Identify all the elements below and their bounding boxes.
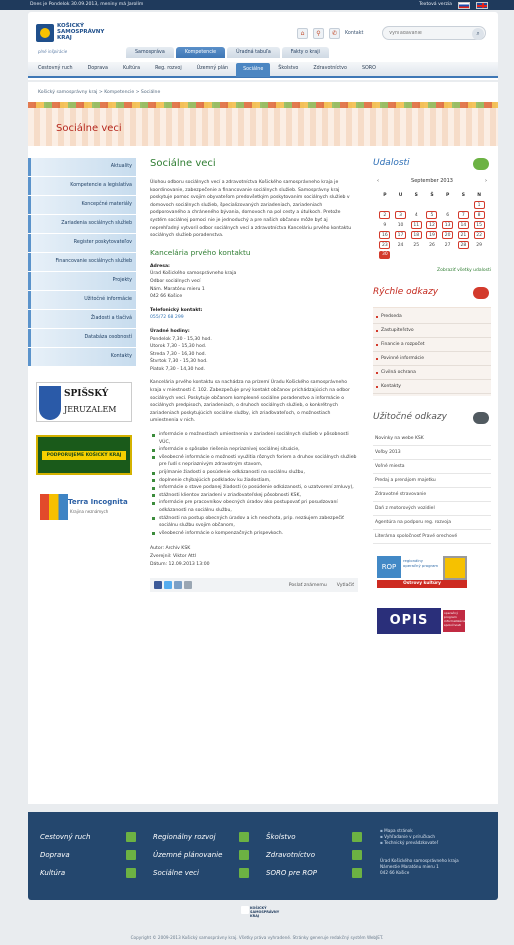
leftnav-item[interactable]: Kontakty: [28, 348, 136, 366]
quick-links-bubble-icon: [473, 287, 489, 299]
share-icon[interactable]: [174, 581, 182, 589]
weekday: Š: [430, 192, 434, 198]
tab-uradna-tabula[interactable]: Úradná tabuľa: [227, 47, 280, 58]
list-item: stážnosti na postup obecných úradov a ich neochota, prip. nezáujem zabezpečiť sociálnu službu svojim občanom,: [150, 515, 358, 530]
calendar-day[interactable]: 15: [471, 220, 487, 230]
useful-link[interactable]: Daň z motorových vozidiel: [373, 502, 491, 516]
show-all-events-link[interactable]: Zobraziť všetky udalosti: [436, 268, 491, 273]
useful-link[interactable]: Novinky na webe KSK: [373, 432, 491, 446]
leftnav-item[interactable]: Databáza osobností: [28, 329, 136, 347]
weekday: S: [461, 192, 465, 198]
useful-link[interactable]: Voľné miesta: [373, 460, 491, 474]
hours-line: Štvrtok 7,30 - 15,30 hod.: [150, 359, 208, 365]
home-icon[interactable]: ⌂: [297, 28, 308, 39]
weekday: S: [414, 192, 418, 198]
leftnav-item[interactable]: Koncepčné materiály: [28, 196, 136, 214]
footer-link[interactable]: SORO pre ROP: [266, 864, 362, 882]
calendar-day: 9: [383, 222, 387, 228]
facebook-icon[interactable]: [154, 581, 162, 589]
hours-line: Streda 7,30 - 16,30 hod.: [150, 351, 207, 357]
footer-address-line: 042 66 Košice: [380, 870, 410, 875]
footer-link[interactable]: Regionálny rozvoj: [153, 828, 249, 846]
calendar-day: 6: [446, 212, 450, 218]
list-item: informácie o stave podanej žiadosti (o posúdenie odkázanosti, o uzatvorení zmluvy),: [150, 484, 358, 492]
hours-line: Pondelok 7,30 - 15,30 hod.: [150, 336, 212, 342]
calendar-day[interactable]: 2: [377, 210, 393, 220]
logo-line: KOŠICKÝ: [57, 23, 84, 29]
quick-link[interactable]: Kontakty: [373, 380, 491, 394]
spissky-jeruzalem-logo[interactable]: [36, 382, 132, 422]
list-item: prijímanie žiadostí o posúdenie odkázanosti na sociálnu službu,: [150, 469, 358, 477]
subnav-skolstvo[interactable]: Školstvo: [278, 66, 299, 71]
quick-link[interactable]: Financie a rozpočet: [373, 338, 491, 352]
footer-link[interactable]: Kultúra: [40, 864, 136, 882]
quick-links-title: [373, 287, 491, 301]
partner-logos: [36, 382, 132, 541]
subnav-soro[interactable]: SORO: [361, 66, 376, 71]
slovak-flag-icon[interactable]: [458, 2, 470, 9]
subnav-zdravotnictvo[interactable]: Zdravotníctvo: [313, 66, 347, 71]
calendar-day[interactable]: 21: [456, 230, 472, 240]
subnav-uzemny-plan[interactable]: Územný plán: [196, 66, 229, 71]
useful-link[interactable]: Literárna spoločnosť Pravé orechové: [373, 530, 491, 544]
service-list: [150, 431, 358, 537]
leftnav-item[interactable]: Projekty: [28, 272, 136, 290]
footer-info-link[interactable]: ▪ Mapa stránok: [380, 828, 480, 834]
contact-link[interactable]: Kontakt: [345, 31, 364, 36]
arrow-right-icon: [352, 868, 362, 878]
quick-links-title-text: Rýchle odkazy: [373, 287, 439, 297]
quick-links-list: [373, 307, 491, 396]
calendar-day[interactable]: 11: [408, 220, 424, 230]
leftnav-item[interactable]: Kompetencie a legislatíva: [28, 177, 136, 195]
calendar-day[interactable]: 18: [408, 230, 424, 240]
subnav-doprava[interactable]: Doprava: [87, 66, 108, 71]
calendar-day[interactable]: 22: [471, 230, 487, 240]
date-text: Dnes je Pondelok 30.09.2013, meniny má Jarolím: [30, 2, 144, 7]
phone-link[interactable]: 055/72 68 299: [150, 315, 184, 321]
arrow-right-icon: [352, 850, 362, 860]
calendar-day[interactable]: 8: [471, 210, 487, 220]
calendar-day: 4: [414, 212, 418, 218]
leftnav-item[interactable]: Financovanie sociálnych služieb: [28, 253, 136, 271]
calendar-day: 24: [397, 242, 404, 248]
arrow-right-icon: [239, 850, 249, 860]
article-heading: Sociálne veci: [150, 158, 216, 169]
quick-link[interactable]: Predseda: [373, 310, 491, 324]
list-item: stážnosti klientov zariadení v zriaďovateľskej pôsobnosti KSK,: [150, 492, 358, 500]
contact-icon[interactable]: ✆: [329, 28, 340, 39]
right-column: [373, 158, 491, 638]
calendar-day: 29: [476, 242, 482, 248]
weekday: N: [477, 192, 481, 198]
search-box: [382, 26, 486, 40]
weekday: P: [446, 192, 450, 198]
podporujeme-logo[interactable]: [36, 435, 132, 475]
main-content: [28, 82, 498, 804]
footer-link[interactable]: Zdravotníctvo: [266, 846, 362, 864]
article-intro: Úlohou odboru sociálnych vecí a zdravotníctva Košického samosprávneho kraja je koordinovanie, zabezpečenie a financovanie sociálnych služieb. Samosprávny kraj poskytuje pomoc svojim obyvateľom predovšetkým poskytovaním sociálnych služieb v domovoch sociálnych služieb, špecializovaných zariadeniach, zariadeniach podporovaného a chráneného bývania, domovoch na pol cesty a útulkoch. Pretože systém sociálnej pomoci nie je jednoduchý a pre našich občanov môže byť aj neprehľadný vytvoril odbor sociálnych vecí a zdravotníctva Kanceláriu prvého kontaktu sociálnych služieb poradenstva.: [150, 180, 352, 239]
footer-info-link[interactable]: ▪ Vyhľadanie v príručkach: [380, 834, 480, 840]
subnav-kultura[interactable]: Kultúra: [122, 66, 141, 71]
arrow-right-icon: [126, 832, 136, 842]
print-link[interactable]: Vytlačiť: [336, 582, 354, 588]
calendar-day[interactable]: 19: [424, 230, 440, 240]
list-item: všeobecné informácie o kompenzačných príspevkoch.: [150, 530, 358, 538]
logo-text: PODPORUJEME KOŠICKÝ KRAJ: [42, 451, 126, 460]
logo-text: Krajina neznámych: [70, 509, 109, 514]
article-body: Kancelária prvého kontaktu sa nachádza na prízemí Úradu Košického samosprávneho kraja v miestnosti č. 102. Zabezpečuje prvý kontakt občanov prichádzajúcich na odbor sociálnych vecí. Poskytuje občanom komplexné sociálne poradenstvo a informácie o sociálnych predpisoch, zariadeniach, o druhoch sociálnych služieb, o konkrétnych zariadeniach poskytujúcich sociálne služby, ich zriaďovateľoch, o možnostiach umiestnenia v nich.: [150, 380, 350, 424]
tab-fakty-o-kraji[interactable]: Fakty o kraji: [282, 47, 329, 58]
logo-text: JERUZALEM: [64, 405, 117, 414]
send-to-friend-link[interactable]: Poslať známemu: [288, 582, 327, 588]
tab-kompetencie[interactable]: Kompetencie: [176, 47, 225, 58]
useful-links-bubble-icon: [473, 412, 489, 424]
footer-link[interactable]: Sociálne veci: [153, 864, 249, 882]
useful-links-title-text: Užitočné odkazy: [373, 412, 447, 422]
hours-line: Piatok 7,30 - 14,30 hod.: [150, 366, 206, 372]
leftnav-item[interactable]: Zariadenia sociálnych služieb: [28, 215, 136, 233]
hours-line: Utorok 7,30 - 15,30 hod.: [150, 344, 207, 350]
footer-link[interactable]: Doprava: [40, 846, 136, 864]
subnav-cestovny-ruch[interactable]: Cestovný ruch: [38, 66, 73, 71]
calendar-day: 26: [429, 242, 435, 248]
logo-line: SAMOSPRÁVNY: [57, 29, 105, 35]
article-subheading: Kancelária prvého kontaktu: [150, 247, 251, 257]
logo-line: KRAJ: [250, 914, 260, 918]
prev-month-icon[interactable]: ‹: [377, 178, 379, 184]
quick-link[interactable]: Civilná ochrana: [373, 366, 491, 380]
site-footer: [28, 812, 498, 900]
footer-info: [380, 828, 480, 876]
arrow-right-icon: [126, 850, 136, 860]
subnav-socialne[interactable]: Sociálne: [236, 63, 270, 77]
leftnav-item[interactable]: Užitočné informácie: [28, 291, 136, 309]
bookmark-icon[interactable]: [184, 581, 192, 589]
rop-banner[interactable]: [373, 554, 491, 592]
calendar-day[interactable]: 28: [456, 240, 472, 250]
quick-link[interactable]: Povinné informácie: [373, 352, 491, 366]
article: [150, 158, 358, 592]
address-label: Adresa:: [150, 263, 170, 269]
footer-info-link[interactable]: ▪ Technický prevádzkovateľ: [380, 840, 480, 846]
logo-text: Terra Incognita: [68, 498, 128, 506]
rop-subtitle: regionálny operačný program: [403, 558, 439, 568]
article-date: Dátum: 12.09.2013 13:00: [150, 561, 210, 567]
calendar-day[interactable]: 3: [393, 210, 409, 220]
site-logo[interactable]: [36, 22, 121, 54]
footer-logo-mark-icon: [241, 906, 249, 914]
sitemap-icon[interactable]: ⚲: [313, 28, 324, 39]
useful-link[interactable]: Voľby 2013: [373, 446, 491, 460]
phone-label: Telefonický kontakt:: [150, 307, 203, 313]
calendar-day[interactable]: 20: [440, 230, 456, 240]
calendar-day[interactable]: 7: [456, 210, 472, 220]
calendar-day: 25: [413, 242, 420, 248]
arrow-right-icon: [239, 868, 249, 878]
calendar-day[interactable]: 13: [440, 220, 456, 230]
calendar-day[interactable]: 14: [456, 220, 472, 230]
footer-column: [40, 828, 136, 882]
copyright: Copyright © 2009-2013 Košický samosprávny kraj. Všetky práva vyhradené. Stránky generuje redakčný systém WebJET.: [130, 935, 384, 940]
opis-subtitle: operačný program informatizácia spoločnosti: [443, 610, 465, 632]
address-line: 042 66 Košice: [150, 294, 183, 300]
main-tabs: [126, 47, 329, 58]
calendar-today[interactable]: 30: [377, 250, 393, 260]
arrow-right-icon: [352, 832, 362, 842]
logo-tagline: plné inšpirácie: [38, 49, 68, 54]
leftnav-item[interactable]: Aktuality: [28, 158, 136, 176]
weekday: P: [383, 192, 387, 198]
calendar-day[interactable]: 17: [393, 230, 409, 240]
crest-icon: [39, 386, 61, 420]
logo-mark-icon: [36, 24, 54, 42]
useful-link[interactable]: Zdravotné stravovanie: [373, 488, 491, 502]
events-title: [373, 158, 491, 172]
calendar-day[interactable]: 5: [424, 210, 440, 220]
footer-column: [153, 828, 249, 882]
rop-logo: ROP: [377, 556, 401, 578]
quick-link[interactable]: Zastupiteľstvo: [373, 324, 491, 338]
sub-navigation: [28, 62, 498, 78]
address-line: Úrad Košického samosprávneho kraja: [150, 271, 237, 277]
list-item: informácie o spôsobe riešenia nepriaznivej sociálnej situácie,: [150, 446, 358, 454]
terra-mark-icon: [40, 494, 68, 520]
footer-link[interactable]: Územné plánovanie: [153, 846, 249, 864]
events-title-text: Udalosti: [373, 158, 410, 168]
logo-line: KOŠICKÝ: [250, 906, 267, 910]
useful-link[interactable]: Agentúra na podporu reg. rozvoja: [373, 516, 491, 530]
logo-line: KRAJ: [57, 35, 72, 41]
leftnav-item[interactable]: Žiadosti a tlačivá: [28, 310, 136, 328]
leftnav-item[interactable]: Register poskytovateľov: [28, 234, 136, 252]
subnav-reg-rozvoj[interactable]: Reg. rozvoj: [155, 66, 182, 71]
calendar-day[interactable]: 1: [471, 200, 487, 210]
weekday: U: [398, 192, 403, 198]
search-icon[interactable]: ⌕: [472, 28, 484, 40]
useful-link[interactable]: Predaj a prenájom majetku: [373, 474, 491, 488]
arrow-right-icon: [126, 868, 136, 878]
list-item: informácie o možnostiach umiestnenia v zariadení sociálnych služieb v pôsobnosti VÚC,: [150, 431, 358, 446]
list-item: doplnenie chýbajúcich podkladov ku žiadostiam,: [150, 477, 358, 485]
page-banner: [28, 102, 498, 146]
page-title: Sociálne veci: [56, 123, 122, 134]
footer-address-line: Úrad Košického samosprávneho kraja: [380, 858, 459, 863]
text-version-link[interactable]: Textová verzia: [418, 2, 452, 7]
next-month-icon[interactable]: ›: [484, 178, 487, 184]
calendar-day[interactable]: 23: [377, 240, 393, 250]
footer-logo[interactable]: [241, 906, 280, 922]
left-navigation: [28, 158, 136, 367]
banner-pattern: [28, 102, 498, 108]
top-bar: [0, 0, 514, 10]
logo-text: SPIŠSKÝ: [64, 389, 109, 399]
useful-links-title: [373, 412, 491, 426]
english-flag-icon[interactable]: [476, 2, 488, 9]
list-item: všeobecné informácie o možnosti využitia rôznych foriem a druhov sociálnych služieb pre ľudí s nepriaznivým zdravotným stavom,: [150, 454, 358, 469]
share-bar: [150, 578, 358, 592]
calendar: [373, 178, 491, 273]
arrow-right-icon: [239, 832, 249, 842]
calendar-month: September 2013: [411, 178, 453, 184]
address-line: Nám. Maratónu mieru 1: [150, 286, 205, 292]
footer-link[interactable]: Školstvo: [266, 828, 362, 846]
opis-logo: OPIS: [377, 608, 441, 634]
logo-line: SAMOSPRÁVNY: [250, 910, 280, 914]
ostrovy-logo-icon: [443, 556, 467, 580]
article-publisher: Zverejnil: Viktor Attl: [150, 553, 196, 559]
calendar-day: 10: [397, 222, 404, 228]
footer-address-line: Námestie Maratónu mieru 1: [380, 864, 439, 869]
hours-label: Úradné hodiny:: [150, 328, 190, 334]
twitter-icon[interactable]: [164, 581, 172, 589]
address-line: Odbor sociálnych vecí: [150, 278, 201, 284]
breadcrumb[interactable]: Košický samosprávny kraj > Kompetencie > Sociálne: [38, 90, 161, 95]
calendar-day: 27: [444, 242, 451, 248]
terra-incognita-logo[interactable]: [36, 488, 132, 528]
calendar-day[interactable]: 16: [377, 230, 393, 240]
footer-column: [266, 828, 362, 882]
ostrovy-label: Ostrovy kultúry: [377, 580, 467, 588]
article-author: Autor: Archív KSK: [150, 546, 191, 552]
search-input[interactable]: [383, 27, 463, 39]
calendar-day[interactable]: 12: [424, 220, 440, 230]
tab-samosprava[interactable]: Samospráva: [126, 47, 174, 58]
list-item: informácie pre pracovníkov obecných úradov ako postupovať pri posudzovaní odkázanosti na sociálnu službu,: [150, 499, 358, 514]
events-bubble-icon: [473, 158, 489, 170]
calendar-grid: [377, 190, 487, 260]
opis-banner[interactable]: [373, 606, 491, 638]
footer-link[interactable]: Cestovný ruch: [40, 828, 136, 846]
